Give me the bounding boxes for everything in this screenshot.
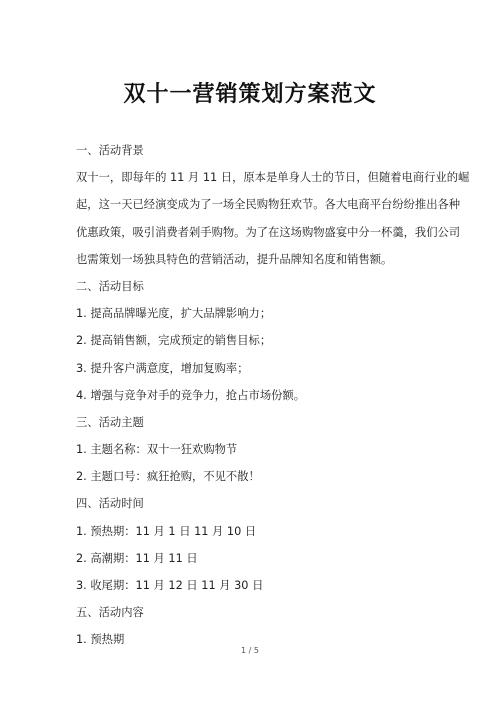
list-item: 1. 预热期：11 月 1 日 11 月 10 日 [76, 524, 257, 538]
list-item: 4. 增强与竞争对手的竞争力，抢占市场份额。 [76, 388, 306, 402]
paragraph-line: 起，这一天已经演变成为了一场全民购物狂欢节。各大电商平台纷纷推出各种 [76, 198, 461, 212]
document-body [76, 137, 470, 654]
section-heading-content: 五、活动内容 [76, 606, 144, 620]
section-heading-background: 一、活动背景 [76, 144, 144, 157]
paragraph-line: 也需策划一场独具特色的营销活动，提升品牌知名度和销售额。 [76, 252, 393, 266]
list-item: 2. 高潮期：11 月 11 日 [76, 551, 198, 565]
document-title: 双十一营销策划方案范文 [123, 82, 377, 107]
list-item: 2. 提高销售额，完成预定的销售目标； [76, 334, 272, 348]
list-item: 1. 预热期 [76, 633, 125, 647]
paragraph-line: 双十一，即每年的 11 月 11 日，原本是单身人士的节日，但随着电商行业的崛 [76, 171, 470, 185]
list-item: 1. 提高品牌曝光度，扩大品牌影响力； [76, 307, 272, 321]
page-number: 1 / 5 [241, 646, 259, 655]
paragraph-line: 优惠政策，吸引消费者剁手购物。为了在这场购物盛宴中分一杯羹，我们公司 [76, 225, 461, 239]
section-heading-time: 四、活动时间 [76, 497, 144, 511]
list-item: 3. 提升客户满意度，增加复购率； [76, 361, 249, 375]
section-heading-goals: 二、活动目标 [76, 279, 144, 293]
section-heading-theme: 三、活动主题 [76, 415, 144, 429]
list-item: 3. 收尾期：11 月 12 日 11 月 30 日 [76, 579, 264, 592]
list-item: 1. 主题名称：双十一狂欢购物节 [76, 443, 238, 457]
list-item: 2. 主题口号：疯狂抢购，不见不散！ [76, 470, 260, 484]
